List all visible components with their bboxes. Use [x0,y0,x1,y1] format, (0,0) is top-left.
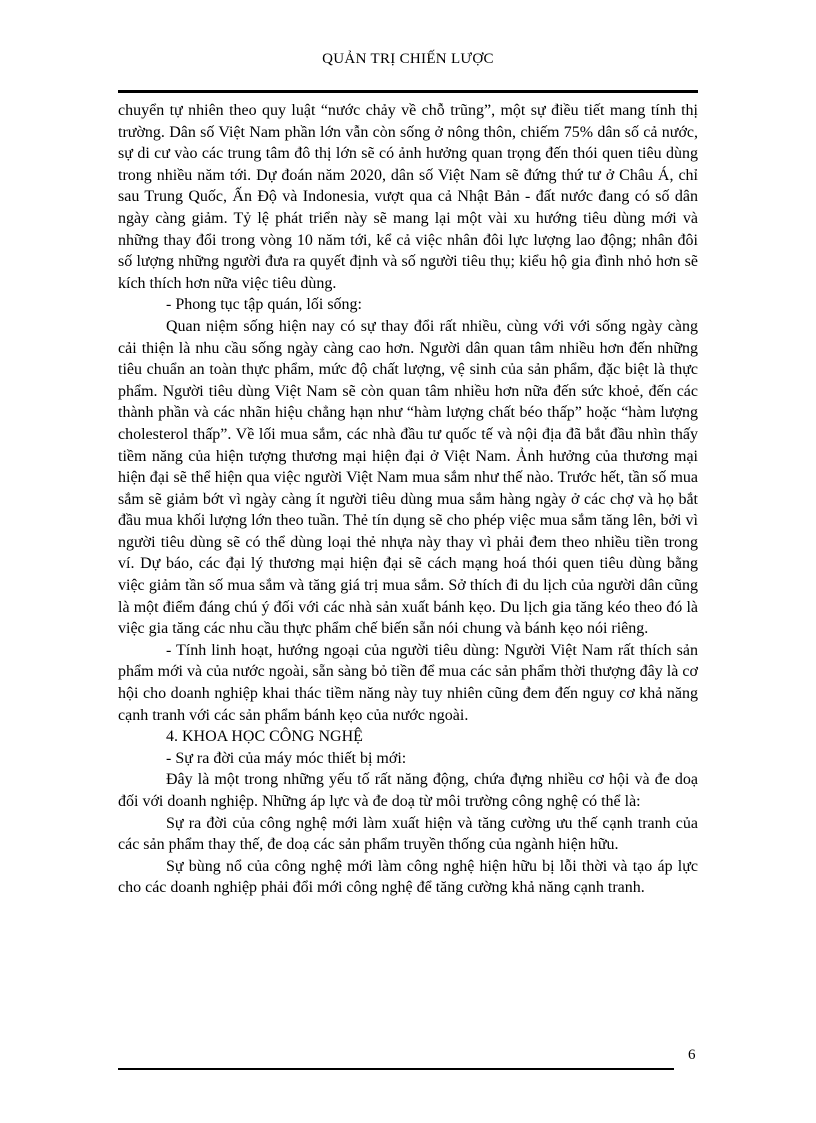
section-heading-technology: 4. KHOA HỌC CÔNG NGHỆ [166,728,363,746]
paragraph-substitute-products: Sự ra đời của công nghệ mới làm xuất hiện và tăng cường ưu thế cạnh tranh của các sản phẩm thay thế, đe doạ các sản phẩm truyền thống của ngành hiện hữu. [118,814,698,854]
page-number: 6 [688,1047,696,1063]
heading-customs-lifestyle: - Phong tục tập quán, lối sống: [166,296,362,314]
document-body [118,100,698,899]
footer-divider [118,1068,674,1070]
paragraph-technology-threats: Đây là một trong những yếu tố rất năng động, chứa đựng nhiều cơ hội và đe doạ đối với doanh nghiệp. Những áp lực và đe doạ từ môi trường công nghệ có thể là: [118,771,698,810]
paragraph-consumer-flexibility: - Tính linh hoạt, hướng ngoại của người tiêu dùng: Người Việt Nam rất thích sản phẩm mới và của nước ngoài, sẵn sàng bỏ tiền để mua các sản phẩm thời thượng đây là cơ hội cho doanh nghiệp khai thác tiềm năng này tuy nhiên cũng đem đến nguy cơ khả năng cạnh tranh với các sản phẩm bánh kẹo của nước ngoài. [118,641,698,724]
paragraph-technology-obsolescence: Sự bùng nổ của công nghệ mới làm công nghệ hiện hữu bị lỗi thời và tạo áp lực cho các doanh nghiệp phải đổi mới công nghệ để tăng cường khả năng cạnh tranh. [118,857,698,897]
paragraph-lifestyle-shopping: Quan niệm sống hiện nay có sự thay đổi rất nhiều, cùng với với sống ngày càng cải thiện là nhu cầu sống ngày càng cao hơn. Người dân quan tâm nhiều hơn đến những tiêu chuẩn an toàn thực phẩm, mức độ chất lượng, vệ sinh của sản phẩm, đặc biệt là thực phẩm. Người tiêu dùng Việt Nam sẽ còn quan tâm nhiều hơn nữa đến sức khoẻ, đến các thành phần và các nhãn hiệu chẳng hạn như “hàm lượng chất béo thấp” hoặc “hàm lượng cholesterol thấp”. Về lối mua sắm, các nhà đầu tư quốc tế và nội địa đã bắt đầu nhìn thấy tiềm năng của hiện tượng thương mại hiện đại ở Việt Nam. Ảnh hưởng của thương mại hiện đại sẽ thể hiện qua việc người Việt Nam mua sắm như thế nào. Trước hết, tần số mua sắm sẽ giảm bớt vì ngày càng ít người tiêu dùng mua sắm hàng ngày ở các chợ và họ bắt đầu mua khối lượng lớn theo tuần. Thẻ tín dụng sẽ cho phép việc mua sắm tăng lên, bởi vì người tiêu dùng sẽ có thể dùng loại thẻ nhựa này thay vì phải đem theo nhiều tiền trong ví. Dự báo, các đại lý thương mại hiện đại sẽ cách mạng hoá thói quen tiêu dùng bằng việc giảm tần số mua sắm và tăng giá trị mua sắm. Sở thích đi du lịch của người dân cũng là một điểm đáng chú ý đối với các nhà sản xuất bánh kẹo. Du lịch gia tăng kéo theo đó là việc gia tăng các nhu cầu thực phẩm chế biến sẵn nói chung và bánh kẹo nói riêng. [118,317,698,638]
paragraph-population-trends: chuyển tự nhiên theo quy luật “nước chảy về chỗ trũng”, một sự điều tiết mang tính thị trường. Dân số Việt Nam phần lớn vẫn còn sống ở nông thôn, chiếm 75% dân số cả nước, sự di cư vào các trung tâm đô thị lớn sẽ có ảnh hưởng quan trọng đến thói quen tiêu dùng trong nhiều năm tới. Dự đoán năm 2020, dân số Việt Nam sẽ đứng thứ tư ở Châu Á, chỉ sau Trung Quốc, Ấn Độ và Indonesia, vượt qua cả Nhật Bản - đất nước đang có số dân ngày càng giảm. Tỷ lệ phát triển này sẽ mang lại một vài xu hướng tiêu dùng mới và những thay đổi trong vòng 10 năm tới, kể cả việc nhân đôi lực lượng lao động; nhân đôi số lượng những người đưa ra quyết định và số người tiêu thụ; kiểu hộ gia đình nhỏ hơn sẽ kích thích hơn nữa việc tiêu dùng. [118,102,698,292]
subheading-new-machinery: - Sự ra đời của máy móc thiết bị mới: [166,749,407,767]
header-divider [118,90,698,93]
page-header-title: QUẢN TRỊ CHIẾN LƯỢC [322,51,494,67]
